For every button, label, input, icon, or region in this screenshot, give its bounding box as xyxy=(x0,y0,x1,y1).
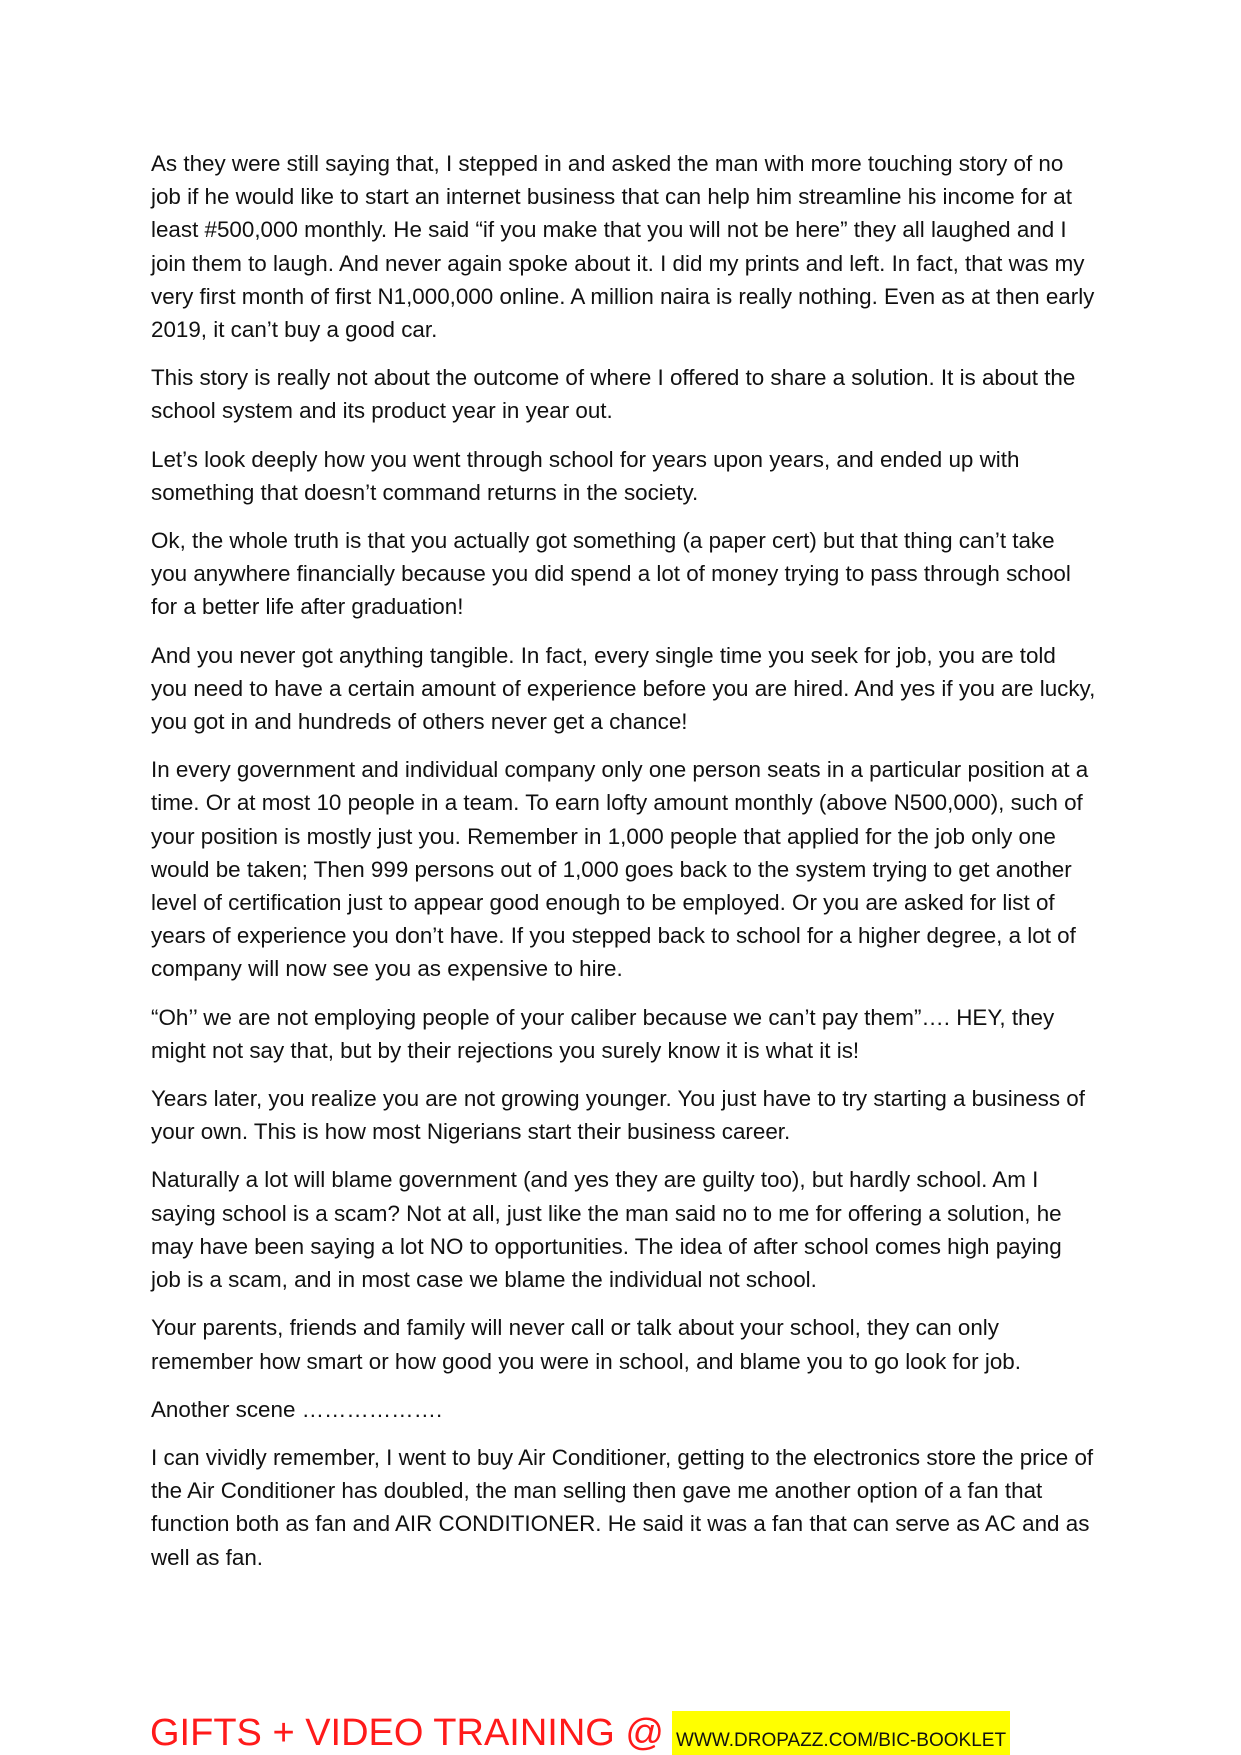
footer-link[interactable]: WWW.DROPAZZ.COM/BIC-BOOKLET xyxy=(672,1711,1010,1755)
paragraph: I can vividly remember, I went to buy Air Conditioner, getting to the electronics store the price of the Air Conditioner has doubled, the man selling then gave me another option of a fan that function both as fan and AIR CONDITIONER. He said it was a fan that can serve as AC and as well as fan. xyxy=(151,1444,1094,1570)
footer-promo-text: GIFTS + VIDEO TRAINING @ xyxy=(150,1712,665,1754)
paragraph: Your parents, friends and family will never call or talk about your school, they can only remember how smart or how good you were in school, and blame you to go look for job. xyxy=(151,1315,1021,1374)
paragraph: Let’s look deeply how you went through school for years upon years, and ended up with something that doesn’t command returns in the society. xyxy=(151,446,1020,505)
paragraph: Another scene ………………. xyxy=(151,1396,443,1422)
paragraph: In every government and individual company only one person seats in a particular position at a time. Or at most 10 people in a team. To earn lofty amount monthly (above N500,000), such of your position is mostly just you. Remember in 1,000 people that applied for the job only one would be taken; Then 999 persons out of 1,000 goes back to the system trying to get another level of certification just to appear good enough to be employed. Or you are asked for list of years of experience you don’t have. If you stepped back to school for a higher degree, a lot of company will now see you as expensive to hire. xyxy=(151,757,1089,982)
paragraph: As they were still saying that, I stepped in and asked the man with more touching story of no job if he would like to start an internet business that can help him streamline his income for at least #500,000 monthly. He said “if you make that you will not be here” they all laughed and I join them to laugh. And never again spoke about it. I did my prints and left. In fact, that was my very first month of first N1,000,000 online. A million naira is really nothing. Even as at then early 2019, it can’t buy a good car. xyxy=(151,151,1095,343)
paragraph: Ok, the whole truth is that you actually got something (a paper cert) but that thing can’t take you anywhere financially because you did spend a lot of money trying to pass through school for a better life after graduation! xyxy=(151,528,1071,620)
paragraph: This story is really not about the outcome of where I offered to share a solution. It is about the school system and its product year in year out. xyxy=(151,365,1076,424)
footer-banner xyxy=(150,1711,1010,1755)
document-body xyxy=(151,147,1096,1589)
paragraph: And you never got anything tangible. In fact, every single time you seek for job, you are told you need to have a certain amount of experience before you are hired. And yes if you are lucky, you got in and hundreds of others never get a chance! xyxy=(151,642,1096,735)
paragraph: “Oh’’ we are not employing people of your caliber because we can’t pay them”…. HEY, they might not say that, but by their rejections you surely know it is what it is! xyxy=(151,1004,1055,1063)
paragraph: Years later, you realize you are not growing younger. You just have to try starting a business of your own. This is how most Nigerians start their business career. xyxy=(151,1086,1085,1145)
paragraph: Naturally a lot will blame government (and yes they are guilty too), but hardly school. Am I saying school is a scam? Not at all, just like the man said no to me for offering a solution, he may have been saying a lot NO to opportunities. The idea of after school comes high paying job is a scam, and in most case we blame the individual not school. xyxy=(151,1167,1062,1293)
